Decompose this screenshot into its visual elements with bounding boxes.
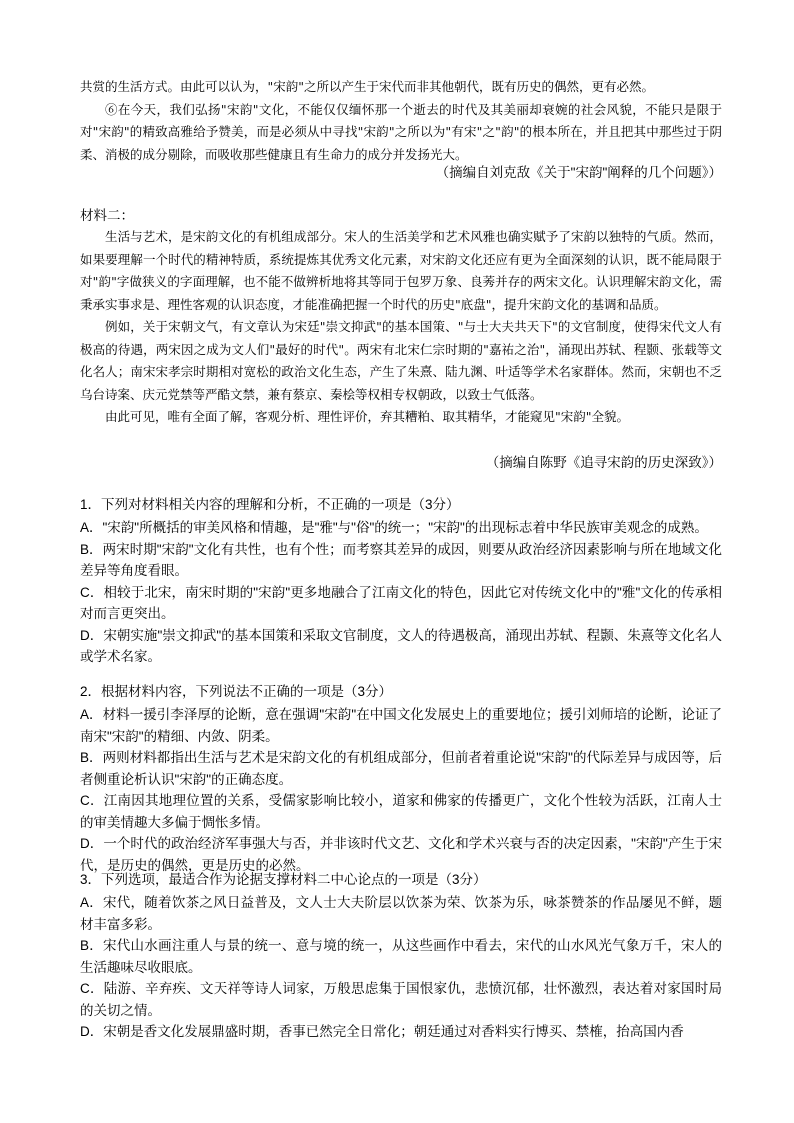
material-two-para-1: 生活与艺术，是宋韵文化的有机组成部分。宋人的生活美学和艺术风雅也确实赋予了宋韵以独特的气质。然而，如果要理解一个时代的精神特质，系统提炼其优秀文化元素，对宋韵文化还应有更为全面深刻的认识，既不能局限于对"韵"字做狭义的字面理解，也不能不做辨析地将其等同于包罗万象、良莠并存的两宋文化。认识理解宋韵文化，需秉承实事求是、理性客观的认识态度，才能准确把握一个时代的历史"底盘"，提升宋韵文化的基调和品质。 (80, 229, 722, 312)
question-2 (80, 682, 722, 876)
question-1 (80, 495, 722, 668)
material-one-source: （摘编自刘克敌《关于"宋韵"阐释的几个问题》） (435, 165, 722, 180)
question-2-option-d: D．一个时代的政治经济军事强大与否，并非该时代文艺、文化和学术兴衰与否的决定因素，"宋韵"产生于宋代，是历史的偶然，更是历史的必然。 (80, 836, 722, 873)
question-3 (80, 870, 722, 1043)
question-3-option-c: C．陆游、辛弃疾、文天祥等诗人词家，万般思虑集于国恨家仇，悲愤沉郁，壮怀激烈，表达着对家国时局的关切之情。 (80, 981, 722, 1018)
question-3-option-b: B．宋代山水画注重人与景的统一、意与境的统一，从这些画作中看去，宋代的山水风光气象万千，宋人的生活趣味尽收眼底。 (80, 938, 722, 975)
question-1-option-a: A．"宋韵"所概括的审美风格和情趣，是"雅"与"俗"的统一；"宋韵"的出现标志着中华民族审美观念的成熟。 (80, 520, 708, 535)
question-2-option-a: A．材料一援引李泽厚的论断，意在强调"宋韵"在中国文化发展史上的重要地位；援引刘师培的论断，论证了南宋"宋韵"的精细、内敛、阴柔。 (80, 707, 722, 744)
material-two-source-block (80, 452, 722, 474)
question-3-option-d: D．宋朝是香文化发展鼎盛时期，香事已然完全日常化；朝廷通过对香料实行博买、禁榷，抬高国内香 (80, 1024, 684, 1039)
material-two-heading: 材料二： (80, 208, 134, 223)
question-1-option-c: C．相较于北宋，南宋时期的"宋韵"更多地融合了江南文化的特色，因此它对传统文化中的"雅"文化的传承相对而言更突出。 (80, 584, 722, 621)
question-1-option-b: B．两宋时期"宋韵"文化有共性，也有个性；而考察其差异的成因，则要从政治经济因素影响与所在地域文化差异等角度看眼。 (80, 541, 722, 578)
question-3-option-a: A．宋代，随着饮茶之风日益普及，文人士大夫阶层以饮茶为荣、饮茶为乐，咏茶赞茶的作品屡见不鲜，题材丰富多彩。 (80, 895, 722, 932)
material-two-source: （摘编自陈野《追寻宋韵的历史深致》） (485, 455, 722, 470)
question-1-title: 1．下列对材料相关内容的理解和分析，不正确的一项是（3分） (80, 497, 460, 512)
material-two-para-2: 例如，关于宋朝文气，有文章认为宋廷"崇文抑武"的基本国策、"与士大夫共天下"的文官制度，使得宋代文人有极高的待遇，两宋因之成为文人们"最好的时代"。两宋有北宋仁宗时期的"嘉祐之治"，涌现出苏轼、程颢、张载等文化名人；南宋宋孝宗时期相对宽松的政治文化生态，产生了朱熹、陆九渊、叶适等学术名家群体。然而，宋朝也不乏乌台诗案、庆元党禁等严酷文禁，兼有蔡京、秦桧等权相专权朝政，以致士气低落。 (80, 319, 722, 402)
question-2-option-c: C．江南因其地理位置的关系，受儒家影响比较小，道家和佛家的传播更广，文化个性较为活跃，江南人士的审美情趣大多偏于惆怅多情。 (80, 793, 722, 830)
material-one-source-block (80, 162, 722, 184)
question-1-option-d: D．宋朝实施"崇文抑武"的基本国策和采取文官制度，文人的待遇极高，涌现出苏轼、程颢、朱熹等文化名人或学术名家。 (80, 627, 722, 664)
material-two-heading-block (80, 205, 722, 227)
material-two-body (80, 226, 722, 429)
material-one-tail (80, 76, 722, 166)
question-2-option-b: B．两则材料都指出生活与艺术是宋韵文化的有机组成部分，但前者着重论说"宋韵"的代际差异与成因等，后者侧重论析认识"宋韵"的正确态度。 (80, 750, 722, 787)
question-3-title: 3．下列选项，最适合作为论据支撑材料二中心论点的一项是（3分） (80, 872, 487, 887)
material-one-para-continued: 共赏的生活方式。由此可以认为，"宋韵"之所以产生于宋代而非其他朝代，既有历史的偶然，更有必然。 (80, 79, 655, 94)
question-2-title: 2．根据材料内容，下列说法不正确的一项是（3分） (80, 684, 393, 699)
material-two-para-3: 由此可见，唯有全面了解，客观分析、理性评价，弃其糟粕、取其精华，才能窥见"宋韵"全貌。 (105, 409, 630, 424)
material-one-para-6: ⑥在今天，我们弘扬"宋韵"文化，不能仅仅缅怀那一个逝去的时代及其美丽却衰婉的社会风貌，不能只是限于对"宋韵"的精致高雅给予赞美，而是必须从中寻找"宋韵"之所以为"有宋"之"韵"的根本所在，并且把其中那些过于阴柔、消极的成分剔除，而吸收那些健康且有生命力的成分并发扬光大。 (80, 101, 722, 162)
